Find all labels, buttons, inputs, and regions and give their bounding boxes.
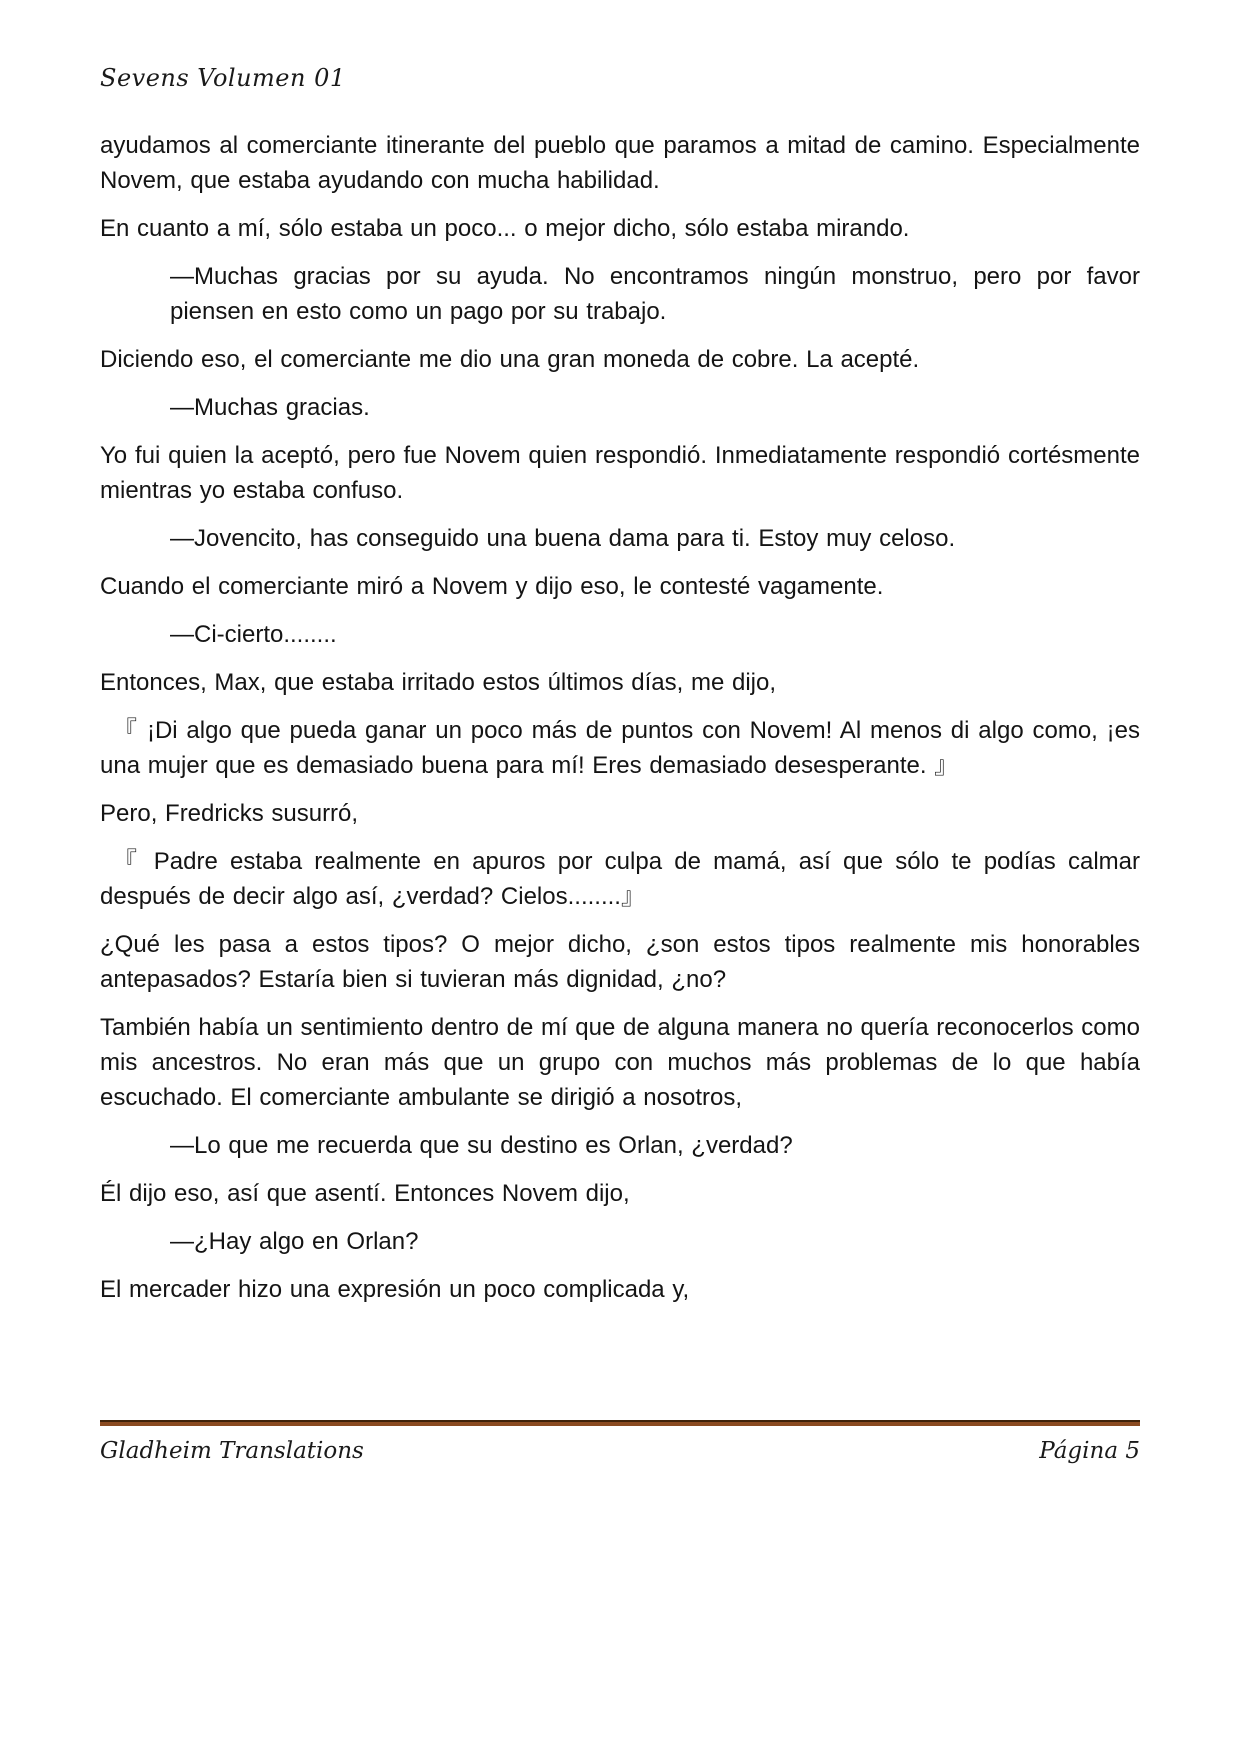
body-paragraph: El mercader hizo una expresión un poco complicada y,	[100, 1276, 690, 1303]
body-paragraph: Él dijo eso, así que asentí. Entonces Novem dijo,	[100, 1180, 630, 1207]
footer-row	[100, 1438, 1140, 1464]
body-paragraph: También había un sentimiento dentro de mí que de alguna manera no quería reconocerlos como mis ancestros. No eran más que un grupo con muchos más problemas de lo que había escuchado. El comerciante ambulante se dirigió a nosotros,	[100, 1014, 1140, 1111]
body-paragraph: Yo fui quien la aceptó, pero fue Novem quien respondió. Inmediatamente respondió cortésmente mientras yo estaba confuso.	[100, 442, 1140, 504]
quote-paragraph: 『 Padre estaba realmente en apuros por culpa de mamá, así que sólo te podías calmar después de decir algo así, ¿verdad? Cielos........』	[100, 848, 1140, 910]
body-paragraph: En cuanto a mí, sólo estaba un poco... o mejor dicho, sólo estaba mirando.	[100, 215, 910, 242]
dialogue-paragraph: —¿Hay algo en Orlan?	[170, 1228, 419, 1255]
dialogue-paragraph: —Jovencito, has conseguido una buena dama para ti. Estoy muy celoso.	[170, 525, 956, 552]
body-paragraph: Pero, Fredricks susurró,	[100, 800, 359, 827]
page-header	[100, 64, 1140, 92]
dialogue-paragraph: —Muchas gracias por su ayuda. No encontramos ningún monstruo, pero por favor piensen en esto como un pago por su trabajo.	[170, 263, 1140, 325]
quote-paragraph: 『 ¡Di algo que pueda ganar un poco más de puntos con Novem! Al menos di algo como, ¡es una mujer que es demasiado buena para mí! Eres demasiado desesperante. 』	[100, 717, 1140, 779]
page-footer	[100, 1420, 1140, 1464]
body-paragraph: ayudamos al comerciante itinerante del pueblo que paramos a mitad de camino. Especialmente Novem, que estaba ayudando con mucha habilidad.	[100, 132, 1140, 194]
footer-translator-credit: Gladheim Translations	[100, 1438, 364, 1464]
body-paragraph: ¿Qué les pasa a estos tipos? O mejor dicho, ¿son estos tipos realmente mis honorables antepasados? Estaría bien si tuvieran más dignidad, ¿no?	[100, 931, 1140, 993]
dialogue-paragraph: —Ci-cierto........	[170, 621, 337, 648]
header-title: Sevens Volumen 01	[100, 64, 346, 92]
footer-divider	[100, 1420, 1140, 1426]
dialogue-paragraph: —Muchas gracias.	[170, 394, 370, 421]
body-paragraph: Entonces, Max, que estaba irritado estos últimos días, me dijo,	[100, 669, 776, 696]
dialogue-paragraph: —Lo que me recuerda que su destino es Orlan, ¿verdad?	[170, 1132, 793, 1159]
body-paragraph: Diciendo eso, el comerciante me dio una gran moneda de cobre. La acepté.	[100, 346, 920, 373]
page-body	[100, 128, 1140, 1320]
body-paragraph: Cuando el comerciante miró a Novem y dijo eso, le contesté vagamente.	[100, 573, 884, 600]
footer-page-number: Página 5	[1039, 1438, 1140, 1464]
